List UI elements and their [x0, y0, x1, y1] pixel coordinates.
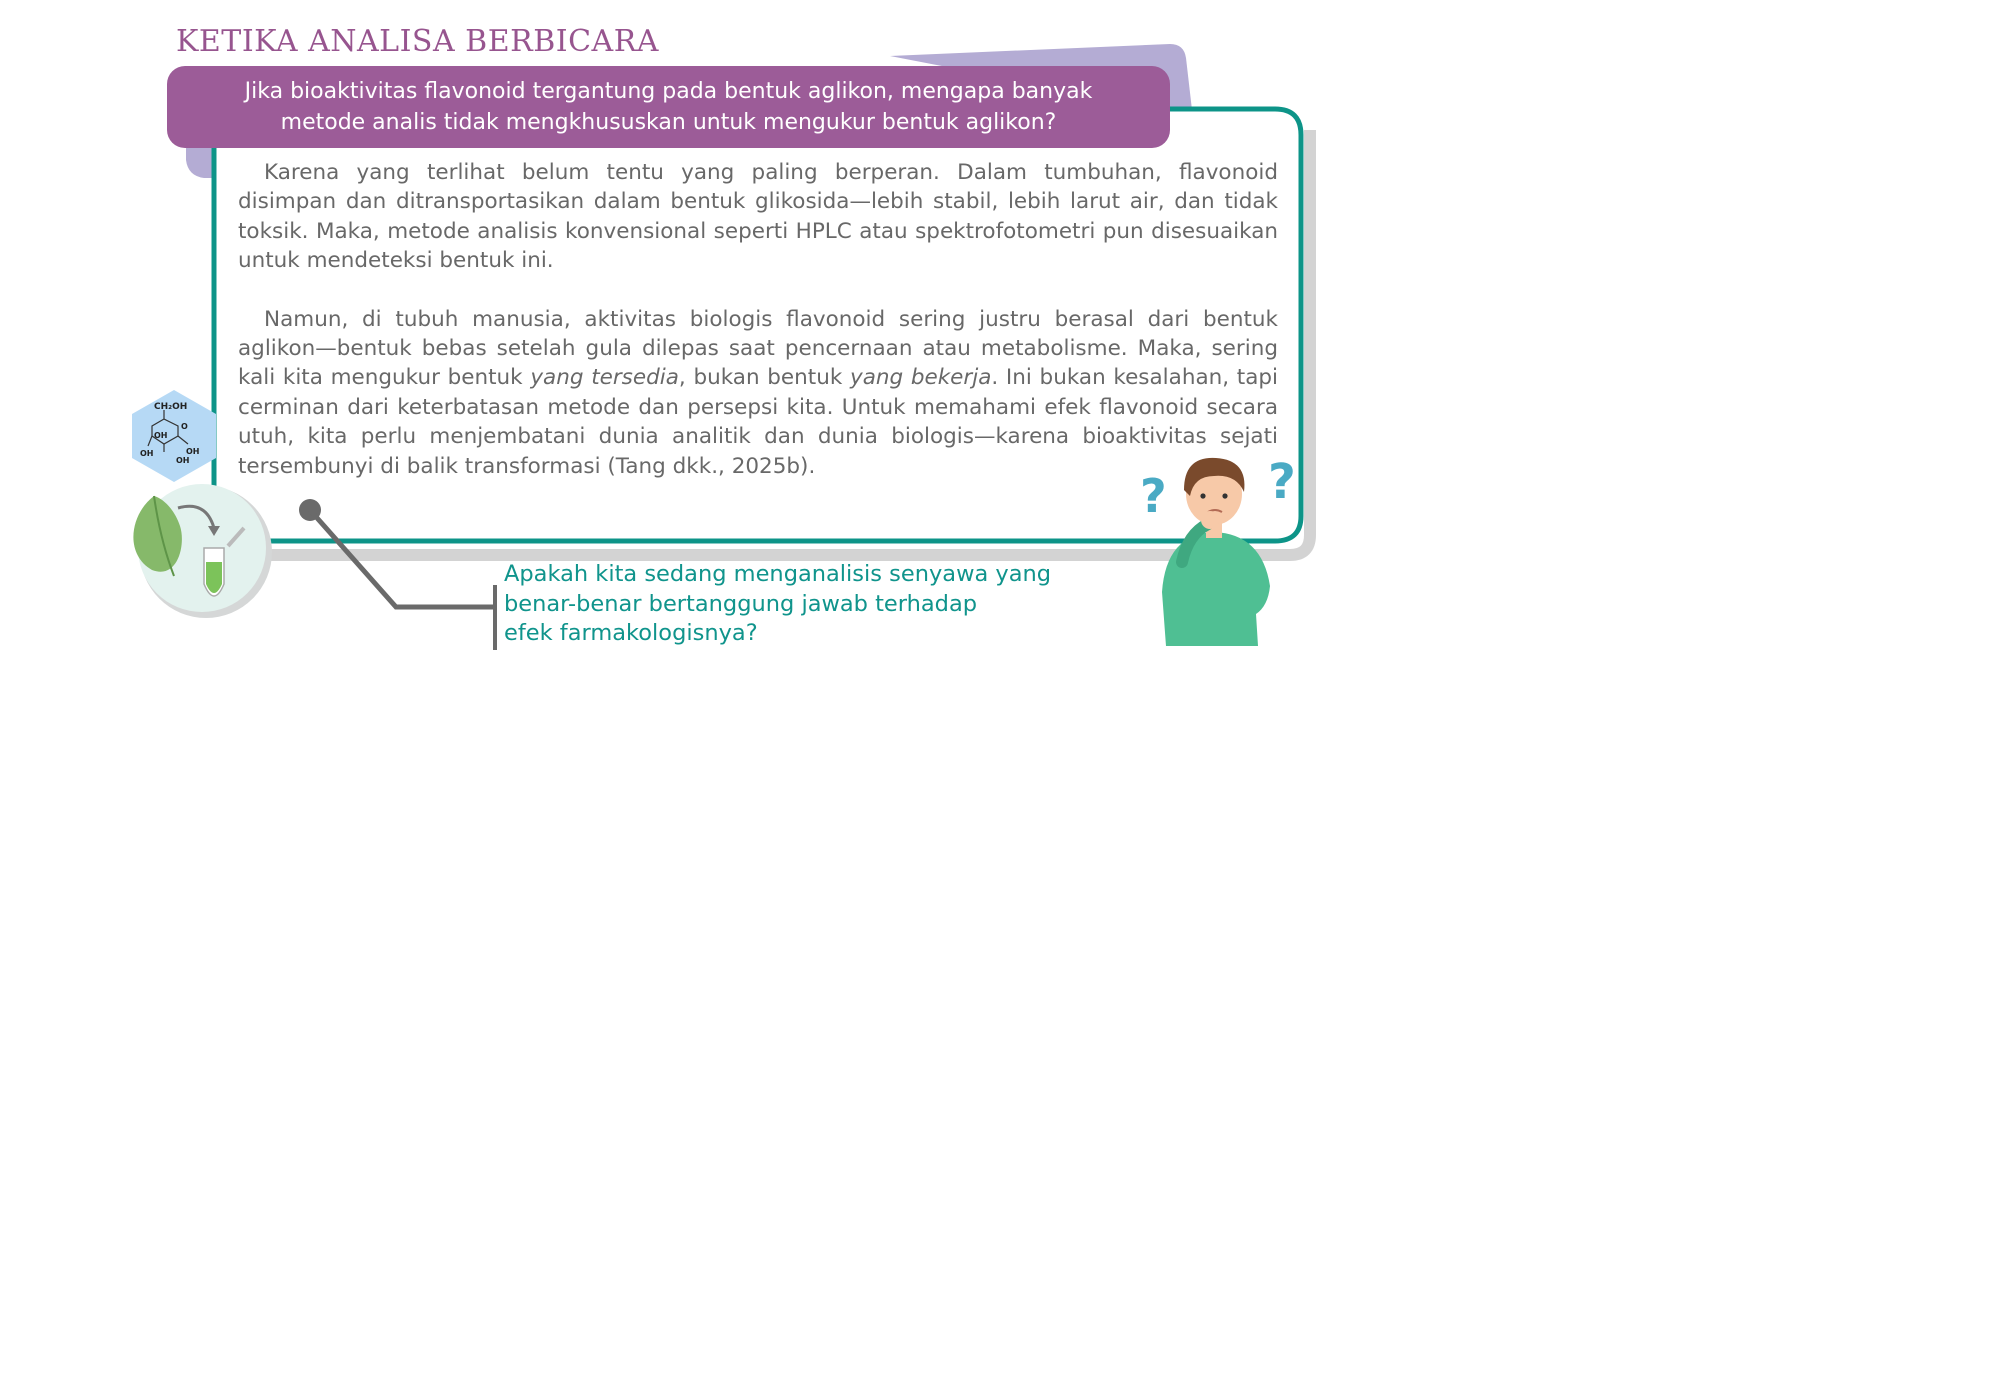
molecule-label-o: O: [181, 422, 188, 431]
paragraph-2-part-1: Namun, di tubuh manusia, aktivitas biologis flavonoid sering justru berasal dari bentuk aglikon—bentuk bebas setelah gula dilepas saat pencernaan atau metabolisme. Maka, sering kali kita mengukur bentuk: [238, 306, 1278, 391]
paragraph-2-part-2: , bukan bentuk: [678, 365, 850, 391]
molecule-label-oh-1: OH: [154, 431, 168, 440]
sugar-molecule-icon: [130, 388, 218, 484]
leaf-to-tube-icon: [124, 484, 280, 620]
callout-line-2: benar-benar bertanggung jawab terhadap: [504, 590, 978, 617]
section-title: KETIKA ANALISA BERBICARA: [176, 24, 659, 59]
question-banner: [167, 66, 1170, 148]
question-mark-right: ?: [1268, 454, 1296, 510]
molecule-label-oh-2: OH: [186, 447, 200, 456]
paragraph-1: Karena yang terlihat belum tentu yang paling berperan. Dalam tumbuhan, flavonoid disimpan dan ditransportasikan dalam bentuk glikosida—lebih stabil, lebih larut air, dan tidak toksik. Maka, metode analisis konvensional seperti HPLC atau spektrofotometri pun disesuaikan untuk mendeteksi bentuk ini.: [238, 160, 1278, 274]
question-mark-left: ?: [1140, 469, 1167, 523]
callout-line-1: Apakah kita sedang menganalisis senyawa yang: [504, 561, 1052, 587]
body-text: [238, 158, 1278, 481]
molecule-label-oh-4: OH: [176, 456, 190, 465]
paragraph-2: [238, 305, 1278, 481]
person-hand: [1201, 511, 1219, 529]
person-body: [1162, 532, 1270, 646]
callout-question: [504, 560, 1124, 649]
callout-line-3: efek farmakologisnya?: [504, 620, 758, 646]
question-text: Jika bioaktivitas flavonoid tergantung pada bentuk aglikon, mengapa banyak metode analis tidak mengkhususkan untuk mengukur bentuk aglikon?: [244, 79, 1093, 135]
paragraph-2-emphasis-2: yang bekerja: [849, 365, 992, 391]
paragraph-2-emphasis-1: yang tersedia: [530, 365, 679, 391]
thinking-person-icon: [1130, 450, 1310, 646]
paragraph-2-part-3: . Ini bukan kesalahan, tapi cerminan dari keterbatasan metode dan persepsi kita. Untuk memahami efek flavonoid secara utuh, kita perlu menjembatani dunia analitik dan dunia biologis—karena bioaktivitas sejati tersembunyi di balik transformasi (Tang dkk., 2025b).: [238, 365, 1278, 479]
molecule-label-ch2oh: CH₂OH: [154, 402, 188, 412]
molecule-label-oh-3: OH: [140, 449, 154, 458]
